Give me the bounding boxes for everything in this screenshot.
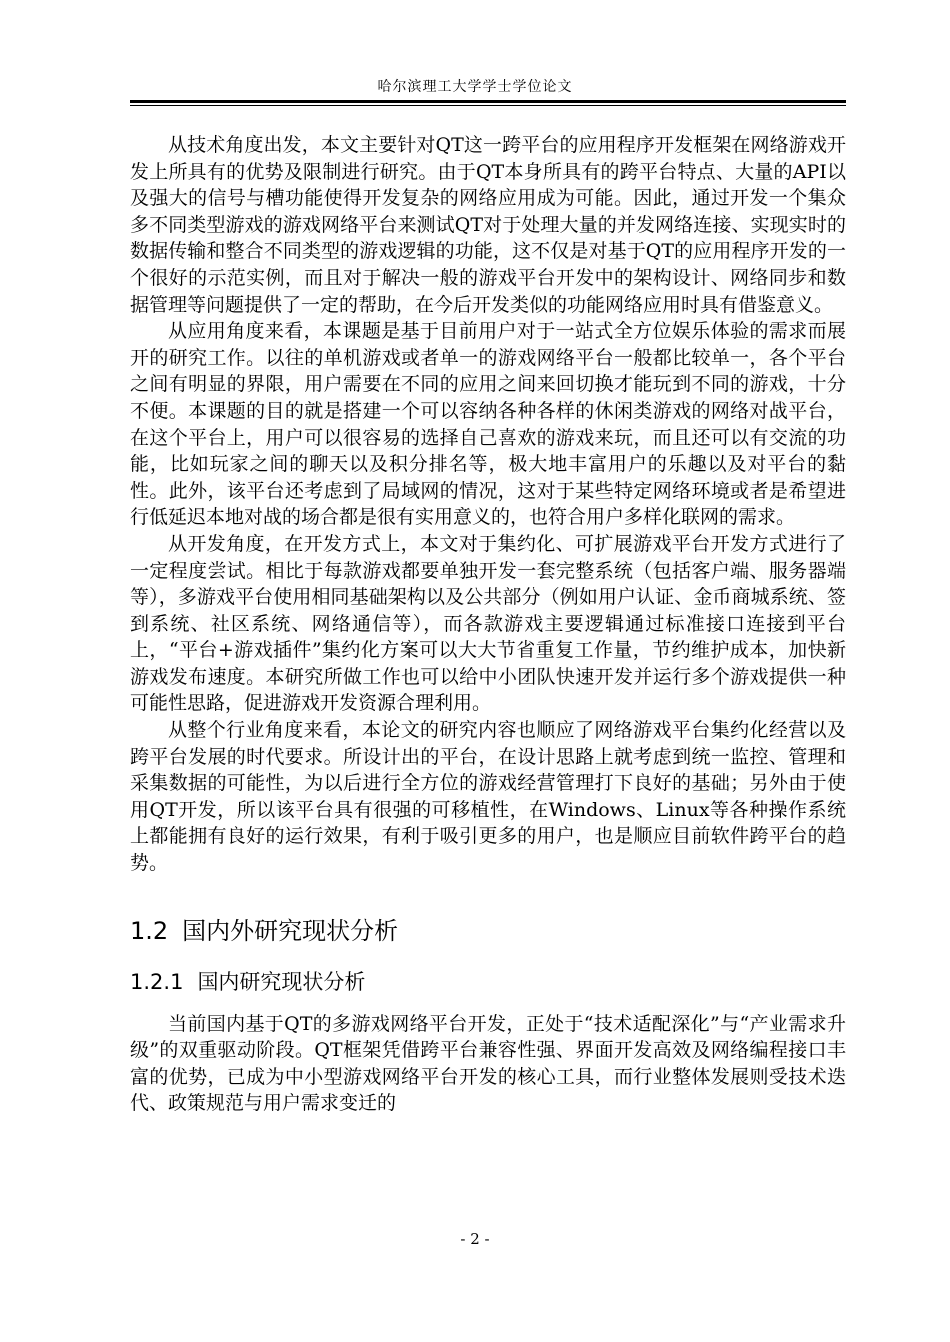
body-paragraph-1: 从技术角度出发，本文主要针对QT这一跨平台的应用程序开发框架在网络游戏开发上所具有的优势及限制进行研究。由于QT本身所具有的跨平台特点、大量的API以及强大的信号与槽功能使得开发复杂的网络应用成为可能。因此，通过开发一个集众多不同类型游戏的游戏网络平台来测试QT对于处理大量的并发网络连接、实现实时的数据传输和整合不同类型的游戏逻辑的功能，这不仅是对基于QT的应用程序开发的一个很好的示范实例，而且对于解决一般的游戏平台开发中的架构设计、网络同步和数据管理等问题提供了一定的帮助，在今后开发类似的功能网络应用时具有借鉴意义。 <box>130 134 846 316</box>
section-title: 国内外研究现状分析 <box>182 916 399 945</box>
page-body <box>130 132 846 1117</box>
section-number: 1.2 <box>130 916 169 945</box>
subsection-title: 国内研究现状分析 <box>197 969 366 994</box>
body-paragraph-5: 当前国内基于QT的多游戏网络平台开发，正处于“技术适配深化”与“产业需求升级”的双重驱动阶段。QT框架凭借跨平台兼容性强、界面开发高效及网络编程接口丰富的优势，已成为中小型游戏网络平台开发的核心工具，而行业整体发展则受技术迭代、政策规范与用户需求变迁的 <box>130 1012 846 1115</box>
page-number: - 2 - <box>460 1230 490 1248</box>
body-paragraph-3: 从开发角度，在开发方式上，本文对于集约化、可扩展游戏平台开发方式进行了一定程度尝试。相比于每款游戏都要单独开发一套完整系统（包括客户端、服务器端等），多游戏平台使用相同基础架构以及公共部分（例如用户认证、金币商城系统、签到系统、社区系统、网络通信等），而各款游戏主要逻辑通过标准接口连接到平台上，“平台+游戏插件”集约化方案可以大大节省重复工作量，节约维护成本，加快新游戏发布速度。本研究所做工作也可以给中小团队快速开发并运行多个游戏提供一种可能性思路，促进游戏开发资源合理利用。 <box>130 532 846 715</box>
body-paragraph-2: 从应用角度来看，本课题是基于目前用户对于一站式全方位娱乐体验的需求而展开的研究工作。以往的单机游戏或者单一的游戏网络平台一般都比较单一，各个平台之间有明显的界限，用户需要在不同的应用之间来回切换才能玩到不同的游戏，十分不便。本课题的目的就是搭建一个可以容纳各种各样的休闲类游戏的网络对战平台，在这个平台上，用户可以很容易的选择自己喜欢的游戏来玩，而且还可以有交流的功能，比如玩家之间的聊天以及积分排名等，极大地丰富用户的乐趣以及对平台的黏性。此外，该平台还考虑到了局域网的情况，这对于某些特定网络环境或者是希望进行低延迟本地对战的场合都是很有实用意义的，也符合用户多样化联网的需求。 <box>130 320 846 529</box>
subsection-number: 1.2.1 <box>130 969 184 994</box>
running-header: 哈尔滨理工大学学士学位论文 <box>377 79 573 95</box>
section-heading-1-2-1 <box>130 967 846 997</box>
header-rule-thick <box>130 100 846 103</box>
header-rule-thin <box>130 105 846 106</box>
body-paragraph-4: 从整个行业角度来看，本论文的研究内容也顺应了网络游戏平台集约化经营以及跨平台发展的时代要求。所设计出的平台，在设计思路上就考虑到统一监控、管理和采集数据的可能性，为以后进行全方位的游戏经营管理打下良好的基础；另外由于使用QT开发，所以该平台具有很强的可移植性，在Windows、Linux等各种操作系统上都能拥有良好的运行效果，有利于吸引更多的用户，也是顺应目前软件跨平台的趋势。 <box>130 719 846 875</box>
section-heading-1-2 <box>130 915 846 947</box>
